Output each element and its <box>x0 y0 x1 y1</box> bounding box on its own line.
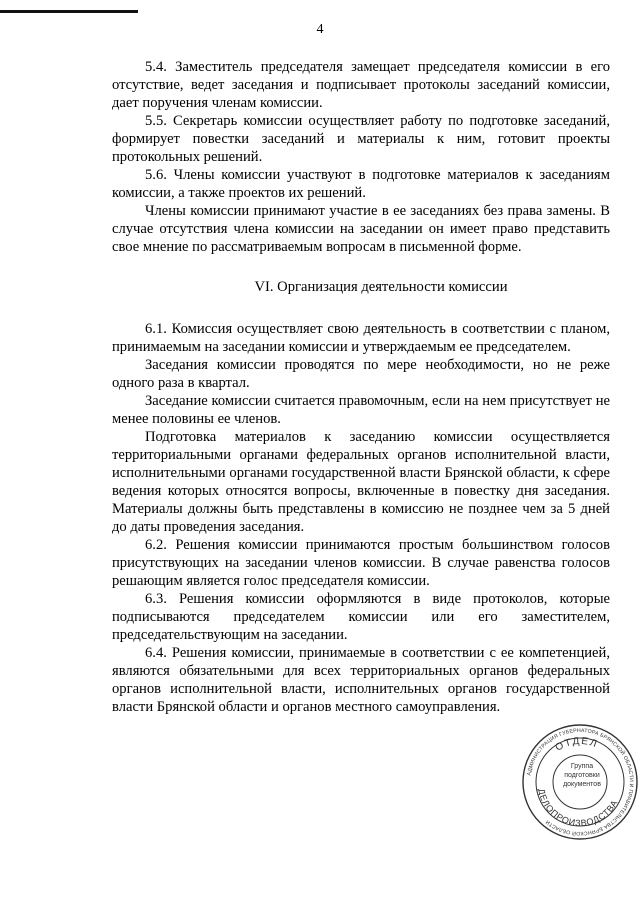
stamp-center-text <box>557 762 607 789</box>
paragraph-members: Члены комиссии принимают участие в ее заседаниях без права замены. В случае отсутствия члена комиссии на заседании он имеет право представить свое мнение по рассматриваемым вопросам в письменной форме. <box>112 203 610 255</box>
paragraph-6-1: 6.1. Комиссия осуществляет свою деятельность в соответствии с планом, принимаемым на заседании комиссии и утверждаемым ее председателем. <box>112 321 610 355</box>
stamp-center-line: подготовки <box>564 772 600 779</box>
paragraph-6-3: 6.3. Решения комиссии оформляются в виде протоколов, которые подписываются председателем комиссии или его заместителем, председательствующим на заседании. <box>112 591 610 643</box>
stamp-center-line: документов <box>563 781 601 788</box>
page-number: 4 <box>316 22 324 37</box>
paragraph-5-6: 5.6. Члены комиссии участвуют в подготовке материалов к заседаниям комиссии, а также проектов их решений. <box>112 167 610 201</box>
paragraph-5-5: 5.5. Секретарь комиссии осуществляет работу по подготовке заседаний, формирует повестки заседаний и материалы к ним, готовит проекты протокольных решений. <box>112 113 610 165</box>
paragraph-5-4: 5.4. Заместитель председателя замещает председателя комиссии в его отсутствие, ведет заседания и подписывает протоколы заседаний комиссии, дает поручения членам комиссии. <box>112 59 610 111</box>
section-heading: VI. Организация деятельности комиссии <box>254 279 508 295</box>
stamp-center-line: Группа <box>570 763 594 770</box>
paragraph-6-4: 6.4. Решения комиссии, принимаемые в соответствии с ее компетенцией, являются обязательными для всех территориальных органов федеральных органов исполнительной власти, исполнительных органов государственной власти Брянской области и органов местного самоуправления. <box>112 645 610 715</box>
paragraph-materials: Подготовка материалов к заседанию комиссии осуществляется территориальными органами федеральных органов исполнительной власти, исполнительными органами государственной власти Брянской области, к сфере ведения которых относятся вопросы, включенные в повестку дня заседания. Материалы должны быть представлены в комиссию не позднее чем за 5 дней до даты проведения заседания. <box>112 429 610 535</box>
paragraph-6-2: 6.2. Решения комиссии принимаются простым большинством голосов присутствующих на заседании членов комиссии. В случае равенства голосов решающим является голос председателя комиссии. <box>112 537 610 589</box>
svg-text:ДЕЛОПРОИЗВОДСТВА: ДЕЛОПРОИЗВОДСТВА <box>536 787 620 829</box>
paragraph-quorum: Заседание комиссии считается правомочным, если на нем присутствует не менее половины ее членов. <box>112 393 610 427</box>
svg-text:ОТДЕЛ: ОТДЕЛ <box>553 735 600 754</box>
office-stamp <box>520 722 640 842</box>
paragraph-meetings-frequency: Заседания комиссии проводятся по мере необходимости, но не реже одного раза в квартал. <box>112 357 610 391</box>
svg-text:АДМИНИСТРАЦИЯ ГУБЕРНАТОРА БРЯН: АДМИНИСТРАЦИЯ ГУБЕРНАТОРА БРЯНСКОЙ ОБЛАСТИ И ПРАВИТЕЛЬСТВА БРЯНСКОЙ ОБЛАСТИ <box>526 727 635 837</box>
top-rule <box>0 10 138 13</box>
document-body <box>112 58 610 716</box>
